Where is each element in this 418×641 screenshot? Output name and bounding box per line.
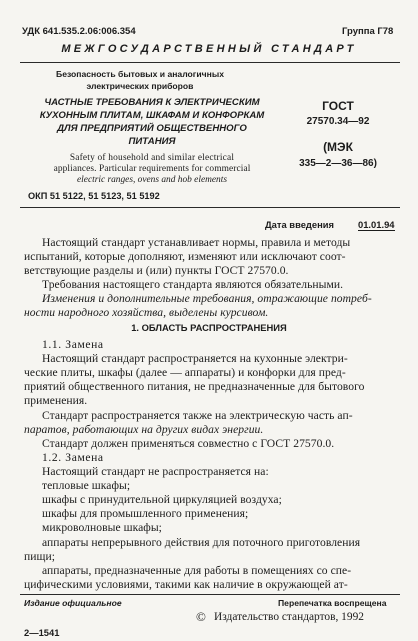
safety-line-1: Безопасность бытовых и аналогичных <box>56 69 224 79</box>
section-line: Настоящий стандарт не распространяется на: <box>42 465 269 478</box>
intro-line: Изменения и дополнительные требования, отражающие потреб- <box>42 292 372 305</box>
title-line: КУХОННЫМ ПЛИТАМ, ШКАФАМ И КОНФОРКАМ <box>39 110 265 121</box>
section-line: применения. <box>24 394 88 407</box>
intro-line: Настоящий стандарт устанавливает нормы, правила и методы <box>42 236 351 249</box>
print-code: 2—1541 <box>24 627 60 638</box>
group-code: Группа Г78 <box>342 26 394 37</box>
standard-banner: МЕЖГОСУДАРСТВЕННЫЙ СТАНДАРТ <box>61 43 357 55</box>
section-line: цифическими условиями, такими как наличие в окружающей ат- <box>24 578 348 591</box>
section-line: приятий общественного питания, не предназначенные для бытового <box>24 380 365 393</box>
section-line: шкафы для промышленного применения; <box>42 507 249 520</box>
title-line: ДЛЯ ПРЕДПРИЯТИЙ ОБЩЕСТВЕННОГО <box>57 123 247 134</box>
copyright-symbol: © <box>196 609 206 624</box>
intro-line: ности народного хозяйства, выделены курсивом. <box>24 306 269 319</box>
footer-rule <box>20 594 400 595</box>
section-line: Стандарт распространяется также на электрическую часть ап- <box>42 409 353 422</box>
intro-line: ветствующие разделы и (или) пункты ГОСТ 27570.0. <box>24 264 289 277</box>
effective-date: 01.01.94 <box>358 219 395 230</box>
title-line: ПИТАНИЯ <box>128 136 176 147</box>
english-title-line: appliances. Particular requirements for commercial <box>53 164 251 174</box>
section-line: ческие плиты, шкафы (далее — аппараты) и конфорки для пред- <box>24 366 346 379</box>
section-heading: 1. ОБЛАСТЬ РАСПРОСТРАНЕНИЯ <box>131 322 287 333</box>
title-rule <box>20 207 400 208</box>
intro-line: Требования настоящего стандарта являются обязательными. <box>42 278 344 291</box>
section-line: аппараты непрерывного действия для поточного приготовления <box>42 536 361 549</box>
section-line: паратов, работающих на других видах энергии. <box>24 423 264 436</box>
title-line: ЧАСТНЫЕ ТРЕБОВАНИЯ К ЭЛЕКТРИЧЕСКИМ <box>44 97 260 108</box>
effective-date-label: Дата введения <box>265 219 334 230</box>
english-title-line: electric ranges, ovens and hob elements <box>77 175 227 185</box>
header-rule <box>20 62 400 63</box>
intro-line: испытаний, которые дополняют, изменяют или исключают соот- <box>24 250 346 263</box>
section-line: тепловые шкафы; <box>42 479 131 492</box>
section-line: Настоящий стандарт распространяется на кухонные электри- <box>42 352 348 365</box>
edition-note: Издание официальное <box>24 598 122 608</box>
section-line: пищи; <box>24 550 56 563</box>
copyright-text: Издательство стандартов, 1992 <box>214 611 364 623</box>
iec-number: 335—2—36—86) <box>299 158 377 169</box>
clause-heading: 1.1. Замена <box>42 338 104 351</box>
english-title-line: Safety of household and similar electrical <box>69 153 235 163</box>
safety-line-2: электрических приборов <box>86 81 194 91</box>
section-line: микроволновые шкафы; <box>42 521 162 534</box>
reprint-note: Перепечатка воспрещена <box>278 598 387 608</box>
clause-heading: 1.2. Замена <box>42 451 104 464</box>
okp-code: ОКП 51 5122, 51 5123, 51 5192 <box>28 191 160 201</box>
gost-label: ГОСТ <box>322 99 354 113</box>
section-line: Стандарт должен применяться совместно с ГОСТ 27570.0. <box>42 437 335 450</box>
udc-code: УДК 641.535.2.06:006.354 <box>22 26 136 37</box>
section-line: шкафы с принудительной циркуляцией воздуха; <box>42 493 282 506</box>
iec-label: (МЭК <box>323 140 353 154</box>
section-line: аппараты, предназначенные для работы в помещениях со спе- <box>42 564 352 577</box>
gost-number: 27570.34—92 <box>306 116 370 127</box>
